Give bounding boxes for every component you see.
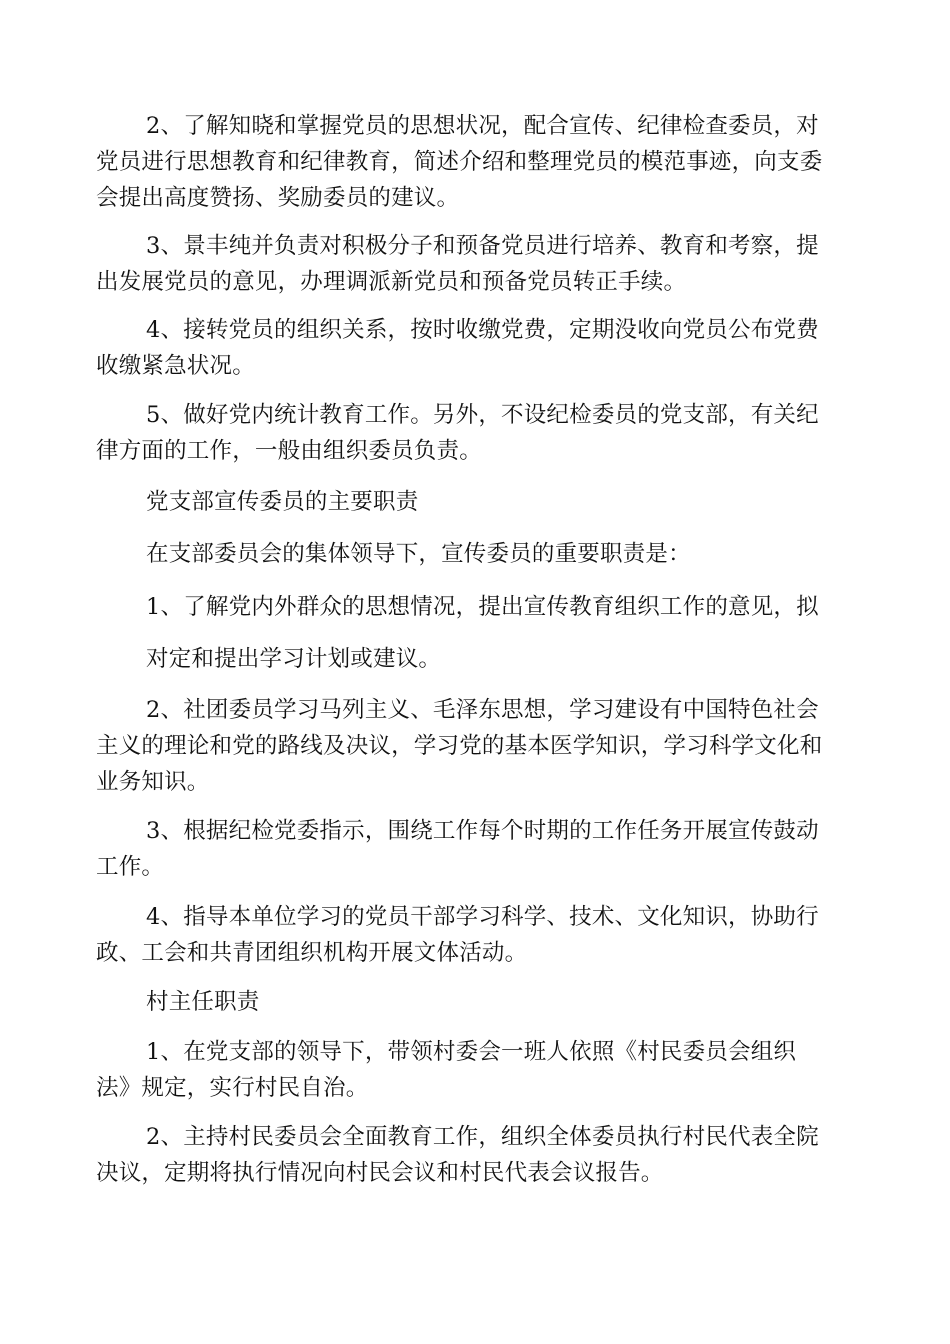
paragraph-line: 政、工会和共青团组织机构开展文体活动。 [96, 940, 528, 966]
paragraph-line: 党员进行思想教育和纪律教育，简述介绍和整理党员的模范事迹，向支委 [96, 149, 823, 175]
paragraph-line: 2、社团委员学习马列主义、毛泽东思想，学习建设有中国特色社会 [146, 697, 819, 723]
paragraph-line: 出发展党员的意见，办理调派新党员和预备党员转正手续。 [96, 269, 687, 295]
paragraph-line: 2、了解知晓和掌握党员的思想状况，配合宣传、纪律检查委员，对 [146, 113, 819, 139]
paragraph-line: 律方面的工作，一般由组织委员负责。 [96, 438, 482, 464]
section-heading: 党支部宣传委员的主要职责 [146, 489, 419, 515]
paragraph-line: 3、景丰纯并负责对积极分子和预备党员进行培养、教育和考察，提 [146, 233, 819, 259]
paragraph-line: 在支部委员会的集体领导下，宣传委员的重要职责是： [146, 541, 691, 567]
paragraph-line: 3、根据纪检党委指示，围绕工作每个时期的工作任务开展宣传鼓动 [146, 818, 819, 844]
paragraph-line: 1、了解党内外群众的思想情况，提出宣传教育组织工作的意见，拟 [146, 594, 819, 620]
paragraph-line: 5、做好党内统计教育工作。另外，不设纪检委员的党支部，有关纪 [146, 402, 819, 428]
paragraph-line: 4、指导本单位学习的党员干部学习科学、技术、文化知识，协助行 [146, 904, 819, 930]
paragraph-line: 法》规定，实行村民自治。 [96, 1075, 369, 1101]
paragraph-line: 4、接转党员的组织关系，按时收缴党费，定期没收向党员公布党费 [146, 317, 819, 343]
section-heading: 村主任职责 [146, 989, 260, 1015]
paragraph-line: 2、主持村民委员会全面教育工作，组织全体委员执行村民代表全院 [146, 1124, 819, 1150]
paragraph-line: 决议，定期将执行情况向村民会议和村民代表会议报告。 [96, 1160, 664, 1186]
paragraph-line: 主义的理论和党的路线及决议，学习党的基本医学知识，学习科学文化和 [96, 733, 823, 759]
paragraph-line: 业务知识。 [96, 769, 210, 795]
paragraph-line: 对定和提出学习计划或建议。 [146, 646, 442, 672]
paragraph-line: 会提出高度赞扬、奖励委员的建议。 [96, 185, 460, 211]
paragraph-line: 1、在党支部的领导下，带领村委会一班人依照《村民委员会组织 [146, 1039, 797, 1065]
paragraph-line: 工作。 [96, 854, 165, 880]
paragraph-line: 收缴紧急状况。 [96, 353, 255, 379]
